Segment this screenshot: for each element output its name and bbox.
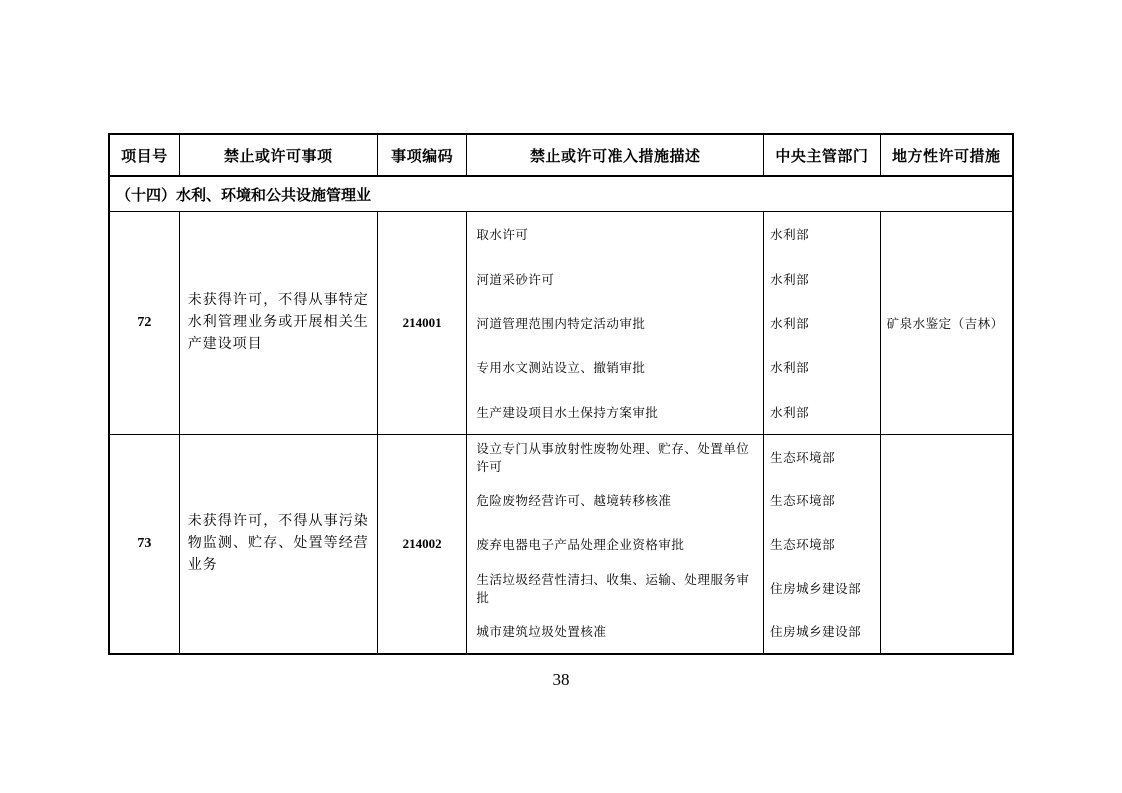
header-central-department: 中央主管部门 — [764, 135, 880, 175]
department-text: 生态环境部 — [770, 494, 836, 509]
row-item-text: 未获得许可，不得从事特定水利管理业务或开展相关生产建设项目 — [180, 212, 378, 434]
row-item-code: 214002 — [378, 435, 468, 653]
department-text: 水利部 — [770, 361, 810, 376]
table-header-row — [110, 135, 1012, 177]
header-prohibited-item: 禁止或许可事项 — [180, 135, 378, 175]
row-departments — [764, 435, 880, 653]
measure-text: 设立专门从事放射性废物处理、贮存、处置单位许可 — [476, 441, 750, 474]
measure-text: 河道管理范围内特定活动审批 — [476, 316, 646, 331]
row-local-measure: 矿泉水鉴定（吉林） — [886, 317, 1004, 331]
table-row — [110, 212, 1012, 435]
department-text: 水利部 — [770, 316, 810, 331]
measure-text: 河道采砂许可 — [476, 272, 555, 287]
page-number: 38 — [552, 670, 570, 689]
header-measure-description: 禁止或许可准入措施描述 — [467, 135, 764, 175]
row-number: 73 — [110, 435, 180, 653]
measure-text: 危险废物经营许可、越境转移核准 — [476, 494, 672, 509]
header-item-number: 项目号 — [110, 135, 180, 175]
department-text: 水利部 — [770, 228, 810, 243]
row-measures — [467, 212, 764, 434]
row-item-text: 未获得许可，不得从事污染物监测、贮存、处置等经营业务 — [180, 435, 378, 653]
department-text: 住房城乡建设部 — [770, 625, 862, 640]
header-item-code: 事项编码 — [378, 135, 468, 175]
section-title-row: （十四）水利、环境和公共设施管理业 — [110, 177, 1012, 212]
department-text: 水利部 — [770, 405, 810, 420]
measure-text: 生产建设项目水土保持方案审批 — [476, 405, 659, 420]
measure-text: 专用水文测站设立、撤销审批 — [476, 361, 646, 376]
department-text: 生态环境部 — [770, 450, 836, 465]
row-number: 72 — [110, 212, 180, 434]
department-text: 水利部 — [770, 272, 810, 287]
measure-text: 取水许可 — [476, 228, 529, 243]
row-departments — [764, 212, 880, 434]
measure-text: 废弃电器电子产品处理企业资格审批 — [476, 537, 685, 552]
measure-text: 生活垃圾经营性清扫、收集、运输、处理服务审批 — [476, 572, 750, 605]
row-local-measure — [881, 435, 1012, 653]
measure-text: 城市建筑垃圾处置核准 — [476, 625, 607, 640]
header-local-measures: 地方性许可措施 — [892, 148, 1001, 165]
table-row — [110, 435, 1012, 653]
department-text: 住房城乡建设部 — [770, 581, 862, 596]
access-list-table — [108, 133, 1014, 655]
row-measures — [467, 435, 764, 653]
row-item-code: 214001 — [378, 212, 468, 434]
department-text: 生态环境部 — [770, 537, 836, 552]
